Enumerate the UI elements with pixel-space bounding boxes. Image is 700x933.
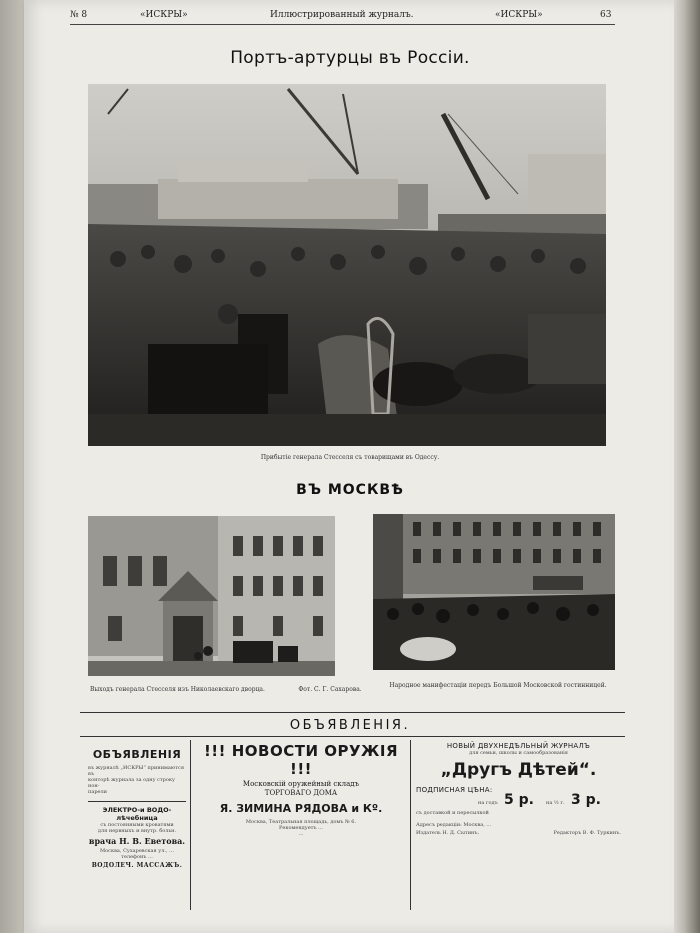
left-photo-caption: Выходъ генерала Стесселя изъ Николаевскаго дворца.	[90, 686, 265, 693]
ad2-sub-2: ТОРГОВАГО ДОМА	[264, 789, 338, 797]
ad3-publisher: Издатель Н. Д. Сытинъ.	[416, 830, 480, 836]
section-heading: ВЪ МОСКВѢ	[296, 482, 404, 498]
journal-name-left: «ИСКРЫ»	[140, 10, 188, 20]
ad3-line-1: НОВЫЙ ДВУХНЕДѢЛЬНЫЙ ЖУРНАЛЪ	[446, 742, 591, 750]
ad1-clinic-line-2: для нервныхъ и внутр. больн.	[97, 828, 177, 834]
ad2-small-1: Москва, Театральная площадь, домъ № 6.	[245, 819, 357, 825]
ads-top-rule	[80, 712, 625, 713]
ad2-sub-1: Московскій оружейный складъ	[242, 780, 360, 788]
ad3-price-year: 5 р.	[504, 792, 534, 808]
ad-column-1	[88, 748, 186, 869]
ad2-small-2: Рекомендуетъ ...	[279, 825, 323, 831]
ad1-line-3: парели	[88, 789, 107, 795]
ad2-title: !!! НОВОСТИ ОРУЖІЯ !!!	[203, 742, 399, 778]
photographer-credit: Фот. С. Г. Сахарова.	[298, 686, 362, 693]
ad3-title: „Другъ Дѣтей“.	[440, 760, 597, 780]
ad3-prices	[416, 794, 621, 810]
page-number: 63	[600, 10, 612, 20]
ad1-address-1: Москва, Сухаревская ул., ...	[100, 848, 174, 854]
main-photo-caption: Прибытіе генерала Стесселя съ товарищами въ Одессу.	[260, 454, 440, 461]
right-photo-caption: Народное манифестаціи передъ Большой Московской гостинницей.	[389, 682, 607, 689]
ad3-editor: Редакторъ В. Ф. Туркинъ.	[553, 830, 621, 836]
ad3-delivery: съ доставкой и пересылкой	[416, 810, 489, 816]
ad1-address-2: телефонъ ...	[121, 854, 153, 860]
ad1-line-2: конторѣ журнала за одну строку нон-	[88, 777, 175, 789]
ads-mid-rule	[80, 736, 625, 737]
ad3-line-2: для семьи, школы и самообразованія	[469, 750, 568, 756]
ad1-doctor: врача Н. В. Еветова.	[88, 836, 186, 846]
ad3-price-year-label: на годъ	[478, 800, 498, 806]
right-photo	[373, 514, 615, 670]
ad-column-2	[195, 742, 407, 837]
ads-divider-1	[190, 740, 191, 910]
ad3-price-half: 3 р.	[571, 792, 601, 808]
ad2-firm: Я. ЗИМИНА РЯДОВА и Кº.	[219, 802, 383, 815]
ad1-clinic-line-1: съ постоянными кроватями	[100, 822, 174, 828]
journal-name-right: «ИСКРЫ»	[495, 10, 543, 20]
ad1-footer: ВОДОЛЕЧ. МАССАЖЪ.	[91, 862, 183, 869]
main-photo	[88, 84, 606, 446]
ads-heading: ОБЪЯВЛЕНІЯ.	[289, 718, 411, 733]
ads-divider-2	[410, 740, 411, 910]
left-photo	[88, 516, 335, 676]
header-center: Иллюстрированный журналъ.	[270, 10, 414, 20]
ad-column-3	[416, 742, 621, 836]
running-header	[70, 6, 615, 25]
issue-number: № 8	[70, 10, 88, 20]
page-stack-edge	[674, 0, 700, 933]
ad2-small-3: ...	[298, 831, 304, 837]
ad3-subscription: ПОДПИСНАЯ ЦѢНА:	[416, 786, 493, 794]
page-title: Портъ-артурцы въ Россіи.	[230, 48, 470, 68]
ad1-line-1: въ журналѣ „ИСКРЫ“ принимаются въ	[88, 765, 184, 777]
ad1-clinic-title: ЭЛЕКТРО-и ВОДО-лѣчебница	[88, 801, 186, 822]
ad1-title: ОБЪЯВЛЕНІЯ	[92, 748, 182, 761]
ad3-address: Адресъ редакціи: Москва, ...	[416, 822, 492, 828]
ad3-price-half-label: на ½ г.	[546, 800, 565, 806]
